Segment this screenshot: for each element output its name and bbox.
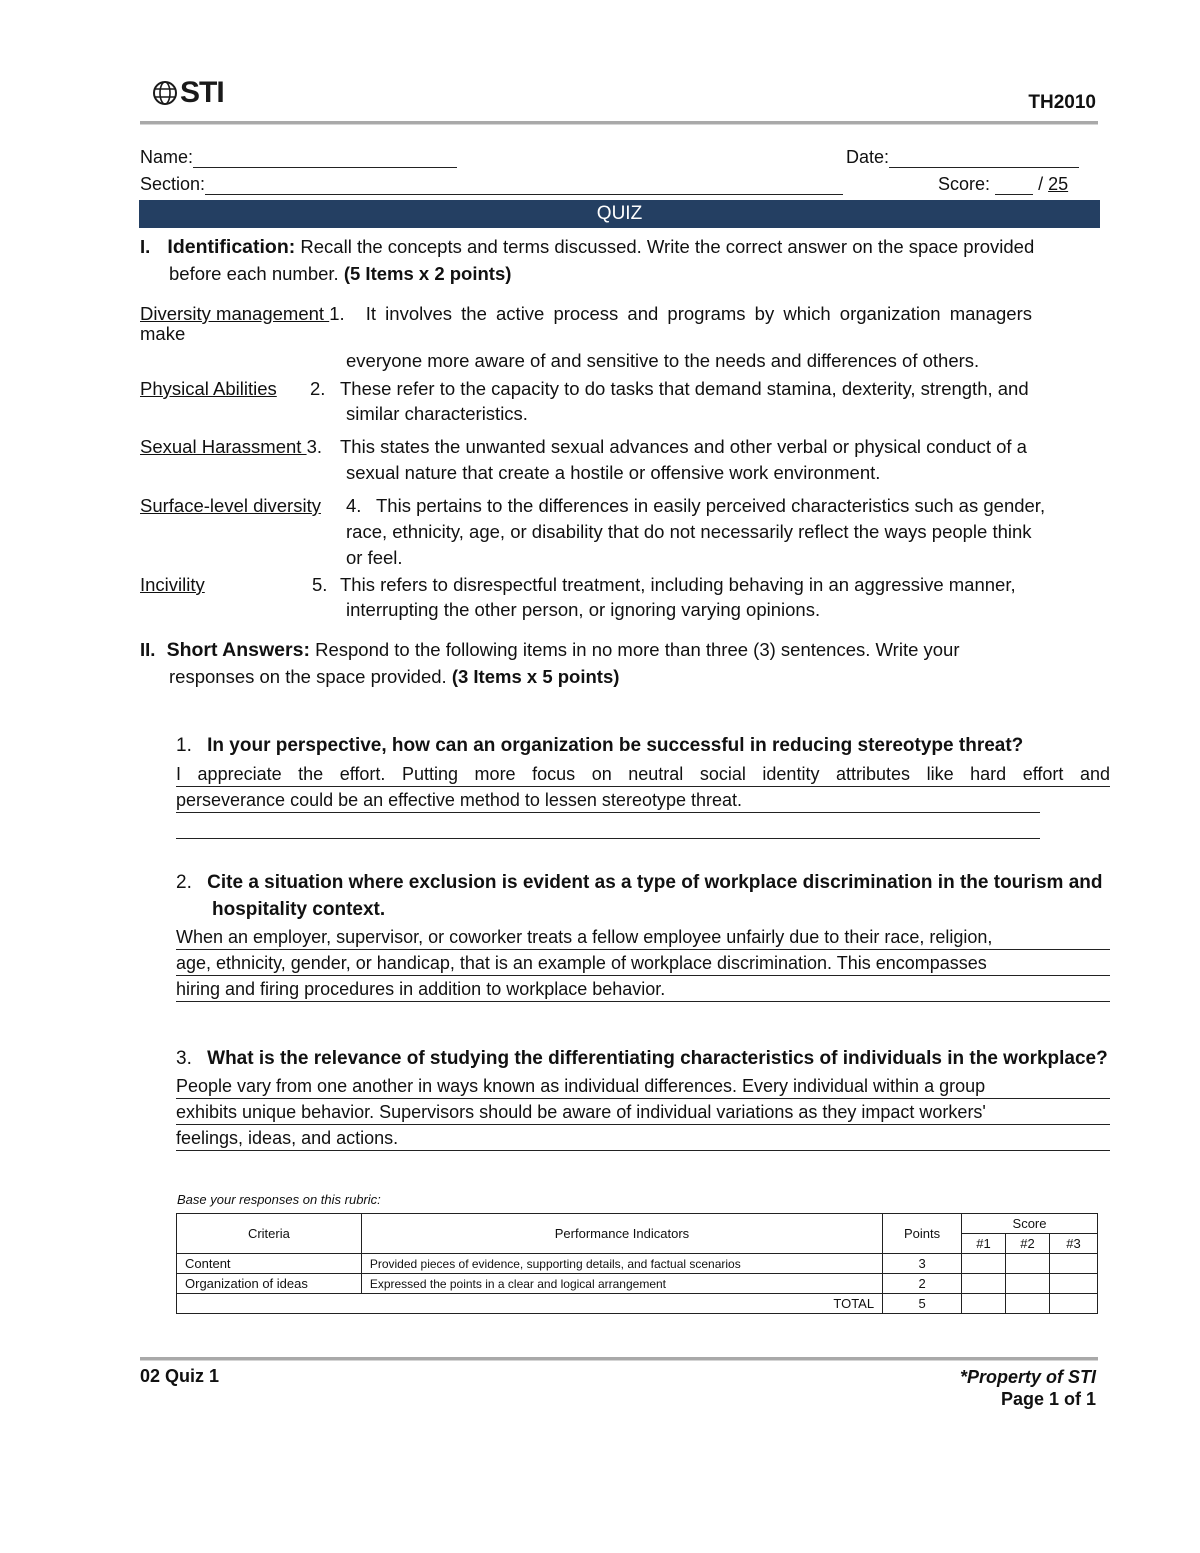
- header-score-3: #3: [1049, 1234, 1097, 1254]
- answer-5: Incivility: [140, 574, 205, 595]
- header-score-2: #2: [1006, 1234, 1050, 1254]
- question-1: [176, 733, 1023, 759]
- question-text: What is the relevance of studying the differentiating characteristics of individuals in the workplace?: [207, 1048, 1108, 1069]
- list-item: [140, 301, 1070, 327]
- item-text: This states the unwanted sexual advances and other verbal or physical conduct of a: [340, 436, 1027, 457]
- score-cell[interactable]: [962, 1294, 1006, 1314]
- score-cell[interactable]: [962, 1274, 1006, 1294]
- item-text: These refer to the capacity to do tasks that demand stamina, dexterity, strength, and: [340, 378, 1029, 399]
- header-score: Score: [962, 1214, 1098, 1234]
- score-cell[interactable]: [962, 1254, 1006, 1274]
- question-2: [176, 870, 1102, 896]
- header-indicators: Performance Indicators: [361, 1214, 882, 1254]
- answer-1: Diversity management: [140, 303, 330, 324]
- property-note: *Property of STI: [959, 1367, 1096, 1387]
- list-item: [140, 493, 361, 519]
- list-item: [140, 572, 327, 598]
- indicator-cell: Expressed the points in a clear and logical arrangement: [361, 1274, 882, 1294]
- part1-instruction: Recall the concepts and terms discussed. Write the correct answer on the space provided: [300, 236, 1035, 257]
- header-divider: [140, 121, 1098, 125]
- response-text: exhibits unique behavior. Supervisors should be aware of individual variations as they impact workers': [176, 1102, 986, 1122]
- part1-instruction-2: before each number.: [169, 263, 339, 284]
- name-blank[interactable]: [193, 149, 457, 168]
- part2-instruction: Respond to the following items in no more than three (3) sentences. Write your: [315, 639, 960, 660]
- part1-points: (5 Items x 2 points): [343, 263, 512, 284]
- list-item: [140, 376, 325, 402]
- item-number: 5.: [312, 574, 328, 595]
- score-cell[interactable]: [1049, 1294, 1097, 1314]
- question-text: In your perspective, how can an organization be successful in reducing stereotype threat?: [207, 735, 1024, 756]
- item-text-wrap: make: [140, 323, 186, 344]
- score-separator: /: [1038, 174, 1044, 194]
- part1-heading: [140, 234, 1100, 260]
- part1-numeral: I.: [140, 236, 151, 257]
- part2-points: (3 Items x 5 points): [451, 666, 620, 687]
- response-text: age, ethnicity, gender, or handicap, that is an example of workplace discrimination. This encompasses: [176, 953, 987, 973]
- score-field[interactable]: [938, 173, 1068, 195]
- part2-instruction-2: responses on the space provided.: [169, 666, 447, 687]
- part2-heading: [140, 637, 1100, 663]
- table-row: [177, 1254, 1098, 1274]
- criteria-cell: Content: [177, 1254, 362, 1274]
- header-score-1: #1: [962, 1234, 1006, 1254]
- response-text: hiring and firing procedures in addition to workplace behavior.: [176, 979, 666, 999]
- answer-4: Surface-level diversity: [140, 495, 321, 516]
- item-number: 4.: [346, 495, 362, 516]
- section-blank[interactable]: [205, 176, 843, 195]
- score-cell[interactable]: [1006, 1274, 1050, 1294]
- item-text-cont: race, ethnicity, age, or disability that do not necessarily reflect the ways people think: [346, 521, 1032, 542]
- footer-divider: [140, 1357, 1098, 1361]
- question-3: [176, 1046, 1108, 1072]
- footer-quiz-label: 02 Quiz 1: [140, 1366, 220, 1386]
- header-points: Points: [883, 1214, 962, 1254]
- sti-logo: [152, 78, 224, 108]
- table-row: [177, 1294, 1098, 1314]
- score-total: 25: [1048, 174, 1069, 194]
- item-text-cont: interrupting the other person, or ignoring varying opinions.: [346, 599, 821, 620]
- answer-3: Sexual Harassment: [140, 436, 307, 457]
- part2-numeral: II.: [140, 639, 156, 660]
- page-number: Page 1 of 1: [1000, 1389, 1096, 1409]
- points-cell: 2: [883, 1274, 962, 1294]
- item-number: 2.: [310, 378, 326, 399]
- list-item: [140, 434, 322, 460]
- answer-2: Physical Abilities: [140, 378, 277, 399]
- logo-text: STI: [180, 76, 224, 109]
- total-points: 5: [883, 1294, 962, 1314]
- item-text: This pertains to the differences in easily perceived characteristics such as gender,: [376, 495, 1046, 516]
- part2-instruction-cont: [169, 664, 619, 690]
- response-text: When an employer, supervisor, or coworker treats a fellow employee unfairly due to their race, religion,: [176, 927, 993, 947]
- name-field[interactable]: [140, 146, 457, 168]
- answer-field-2[interactable]: [176, 924, 1110, 1004]
- item-text: It involves the active process and programs by which organization managers: [365, 303, 1033, 324]
- document-id: TH2010: [1028, 92, 1096, 113]
- rubric-caption: Base your responses on this rubric:: [177, 1192, 381, 1207]
- question-number: 3.: [176, 1048, 192, 1069]
- globe-icon: [152, 80, 178, 106]
- section-field[interactable]: [140, 173, 843, 195]
- question-text-cont: hospitality context.: [212, 899, 386, 920]
- score-cell[interactable]: [1049, 1274, 1097, 1294]
- section-label: Section:: [140, 174, 206, 194]
- date-blank[interactable]: [889, 149, 1079, 168]
- item-text-cont: sexual nature that create a hostile or offensive work environment.: [346, 462, 881, 483]
- header-criteria: Criteria: [177, 1214, 362, 1254]
- response-text: perseverance could be an effective method to lessen stereotype threat.: [176, 790, 743, 810]
- question-number: 2.: [176, 872, 192, 893]
- name-label: Name:: [140, 147, 194, 167]
- date-field[interactable]: [846, 146, 1079, 168]
- question-text: Cite a situation where exclusion is evident as a type of workplace discrimination in the tourism and: [207, 872, 1103, 893]
- score-cell[interactable]: [1006, 1254, 1050, 1274]
- score-cell[interactable]: [1006, 1294, 1050, 1314]
- score-cell[interactable]: [1049, 1254, 1097, 1274]
- item-text: This refers to disrespectful treatment, including behaving in an aggressive manner,: [340, 574, 1016, 595]
- response-text: People vary from one another in ways known as individual differences. Every individual within a group: [176, 1076, 986, 1096]
- answer-field-1[interactable]: [176, 761, 1110, 841]
- points-cell: 3: [883, 1254, 962, 1274]
- score-blank[interactable]: [995, 176, 1033, 195]
- item-number: 3.: [306, 436, 323, 457]
- total-label: TOTAL: [177, 1294, 883, 1314]
- score-label: Score:: [938, 174, 991, 194]
- rubric-table: [176, 1213, 1098, 1314]
- question-number: 1.: [176, 735, 192, 756]
- indicator-cell: Provided pieces of evidence, supporting details, and factual scenarios: [361, 1254, 882, 1274]
- date-label: Date:: [846, 147, 890, 167]
- item-text-cont: or feel.: [346, 547, 403, 568]
- part1-title: Identification:: [167, 236, 296, 258]
- table-row: [177, 1274, 1098, 1294]
- part1-instruction-cont: [169, 261, 511, 287]
- footer-right: [960, 1366, 1096, 1410]
- item-text-cont: everyone more aware of and sensitive to the needs and differences of others.: [346, 350, 980, 371]
- response-text: I appreciate the effort. Putting more focus on neutral social identity attributes like hard effort and: [176, 764, 1110, 784]
- part2-title: Short Answers:: [166, 639, 310, 661]
- quiz-title-bar: QUIZ: [139, 200, 1100, 228]
- item-number: 1.: [329, 303, 345, 324]
- response-text: feelings, ideas, and actions.: [176, 1128, 399, 1148]
- answer-field-3[interactable]: [176, 1073, 1110, 1153]
- item-text-cont: similar characteristics.: [346, 403, 528, 424]
- criteria-cell: Organization of ideas: [177, 1274, 362, 1294]
